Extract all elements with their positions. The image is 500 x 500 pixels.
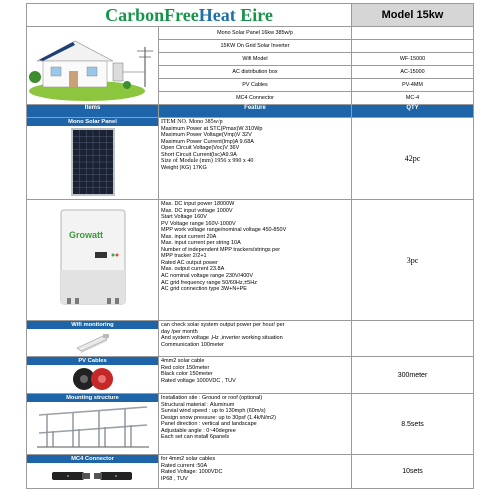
feature-line: AC grid connection type 3W+N+PE bbox=[161, 286, 247, 293]
house-solar-illustration bbox=[27, 27, 159, 105]
feature-line: IP68 , TUV bbox=[161, 475, 188, 482]
feature-line: ITEM NO. Mono 385w/p bbox=[161, 119, 223, 125]
feature-line: And system voltage ,Hz ,inverter working situation bbox=[161, 335, 283, 342]
feature-line: Max. DC input power 18000W bbox=[161, 201, 235, 207]
qty-solar-panel: 42pc bbox=[352, 118, 474, 200]
feature-line: Short Circuit Current(Isc)A9.9A bbox=[161, 151, 237, 158]
brand-eire: Eire bbox=[235, 5, 273, 25]
brand-title bbox=[27, 4, 352, 27]
feature-line: Design snow pressure: up to 30psf (1.4k/N/m2) bbox=[161, 414, 276, 421]
qty-wifi bbox=[352, 321, 474, 357]
feature-line: Open Circuit Voltage(Voc)V 36V bbox=[161, 145, 240, 152]
feature-line: Adjustable angle : 0~40degree bbox=[161, 427, 236, 434]
summary-value-4: AC-15000 bbox=[352, 66, 474, 79]
item-wifi-monitoring bbox=[27, 321, 159, 357]
item-title-pv-cables: PV Cables bbox=[27, 357, 158, 365]
brand-heat: Heat bbox=[198, 5, 236, 25]
item-title-mounting: Mounting structure bbox=[27, 394, 158, 402]
feature-line: for 4mm2 solar cables bbox=[161, 456, 216, 462]
feature-line: Installation site : Ground or roof (optional) bbox=[161, 395, 263, 401]
item-inverter bbox=[27, 200, 159, 321]
qty-mounting: 8.5sets bbox=[352, 394, 474, 455]
feature-line: PV Voltage range 160V-1000V bbox=[161, 220, 236, 227]
summary-value-6: MC-4 bbox=[352, 92, 474, 105]
features-inverter bbox=[159, 200, 352, 321]
summary-key-6: MC4 Connector bbox=[159, 92, 352, 105]
item-solar-panel bbox=[27, 118, 159, 200]
column-header-qty: QTY bbox=[352, 105, 474, 118]
feature-line: Structural material : Aluminum bbox=[161, 401, 235, 408]
feature-line: AC nominal voltage range 230V/400V bbox=[161, 273, 254, 280]
feature-line: Red color 150meter bbox=[161, 364, 210, 371]
feature-line: 4mm2 solar cable bbox=[161, 358, 205, 364]
model-label: Model 15kw bbox=[352, 4, 474, 27]
feature-line: Maximum Power Voltage(Vmp)V 32V bbox=[161, 132, 252, 139]
feature-line: day /per month bbox=[161, 328, 198, 335]
inverter-image bbox=[57, 208, 129, 308]
feature-line: Max. output current 23.8A bbox=[161, 266, 225, 273]
solar-panel-image bbox=[70, 127, 116, 197]
item-title-wifi: Wifi monitoring bbox=[27, 321, 158, 329]
feature-line: Maximum Power Current(Imp)A 9.68A bbox=[161, 138, 254, 145]
feature-line: Communication 100meter bbox=[161, 341, 224, 348]
feature-line: MPP work voltage range/nominal voltage 450-850V bbox=[161, 227, 287, 234]
feature-line: Rated Voltage: 1000VDC bbox=[161, 469, 223, 476]
spec-table bbox=[26, 3, 474, 489]
item-mounting-structure bbox=[27, 394, 159, 455]
summary-key-5: PV Cables bbox=[159, 79, 352, 92]
feature-line: Maximum Power at STC(Pmax)W 310Wp bbox=[161, 125, 263, 132]
feature-line: AC grid frequency range 50/60Hz,±5Hz bbox=[161, 279, 257, 286]
qty-mc4: 10sets bbox=[352, 455, 474, 489]
features-wifi bbox=[159, 321, 352, 357]
feature-line: Panel direction : vertical and landscape bbox=[161, 421, 257, 428]
item-title-mc4: MC4 Connector bbox=[27, 455, 158, 463]
inverter-brand: Growatt bbox=[68, 230, 103, 240]
feature-line: Rated current :50A bbox=[161, 462, 208, 469]
spec-sheet bbox=[26, 3, 473, 496]
item-mc4-connector bbox=[27, 455, 159, 489]
column-header-items: Items bbox=[27, 105, 159, 118]
features-solar-panel bbox=[159, 118, 352, 200]
feature-line: Size of Module (mm) 1956 x 990 x 40 bbox=[161, 158, 254, 165]
item-pv-cables bbox=[27, 357, 159, 394]
feature-line: MPP tracker 2/2+1 bbox=[161, 253, 207, 260]
mc4-connector-image bbox=[48, 464, 138, 488]
summary-key-1: Mono Solar Panel 16kw 385w/p bbox=[159, 27, 352, 40]
qty-inverter: 3pc bbox=[352, 200, 474, 321]
features-mounting bbox=[159, 394, 352, 455]
brand-carbonfree: CarbonFree bbox=[105, 5, 199, 25]
summary-key-2: 15KW On Grid Solar Inverter bbox=[159, 40, 352, 53]
feature-line: Weight (KG) 17KG bbox=[161, 164, 207, 171]
summary-key-3: Wifi Model bbox=[159, 53, 352, 66]
feature-line: can check solar system output power per hour/ per bbox=[161, 322, 285, 328]
summary-value-2 bbox=[352, 40, 474, 53]
pv-cable-image bbox=[68, 366, 118, 392]
summary-value-1 bbox=[352, 27, 474, 40]
feature-line: Max. DC input voltage 1000V bbox=[161, 207, 233, 214]
mounting-structure-image bbox=[33, 403, 153, 451]
feature-line: Start Voltage 160V bbox=[161, 214, 207, 221]
feature-line: Max. input current per string 10A bbox=[161, 240, 241, 247]
summary-value-5: PV-4MM bbox=[352, 79, 474, 92]
item-title-solar-panel: Mono Solar Panel bbox=[27, 118, 158, 126]
feature-line: Black color 150meter bbox=[161, 371, 213, 378]
qty-pv-cables: 300meter bbox=[352, 357, 474, 394]
features-pv-cables bbox=[159, 357, 352, 394]
feature-line: Survial wind speed : up to 130mph (60m/s) bbox=[161, 408, 266, 415]
summary-key-4: AC distribution box bbox=[159, 66, 352, 79]
feature-line: Rated AC output power bbox=[161, 259, 218, 266]
summary-value-3: WF-15000 bbox=[352, 53, 474, 66]
wifi-stick-image bbox=[73, 330, 113, 354]
feature-line: Rated voltage 1000VDC , TUV bbox=[161, 377, 236, 384]
feature-line: Each set can install 6panels bbox=[161, 434, 230, 441]
column-header-feature: Feature bbox=[159, 105, 352, 118]
feature-line: Max. input current 20A bbox=[161, 233, 217, 240]
feature-line: Number of independent MPP trackers/strings per bbox=[161, 246, 281, 253]
features-mc4 bbox=[159, 455, 352, 489]
